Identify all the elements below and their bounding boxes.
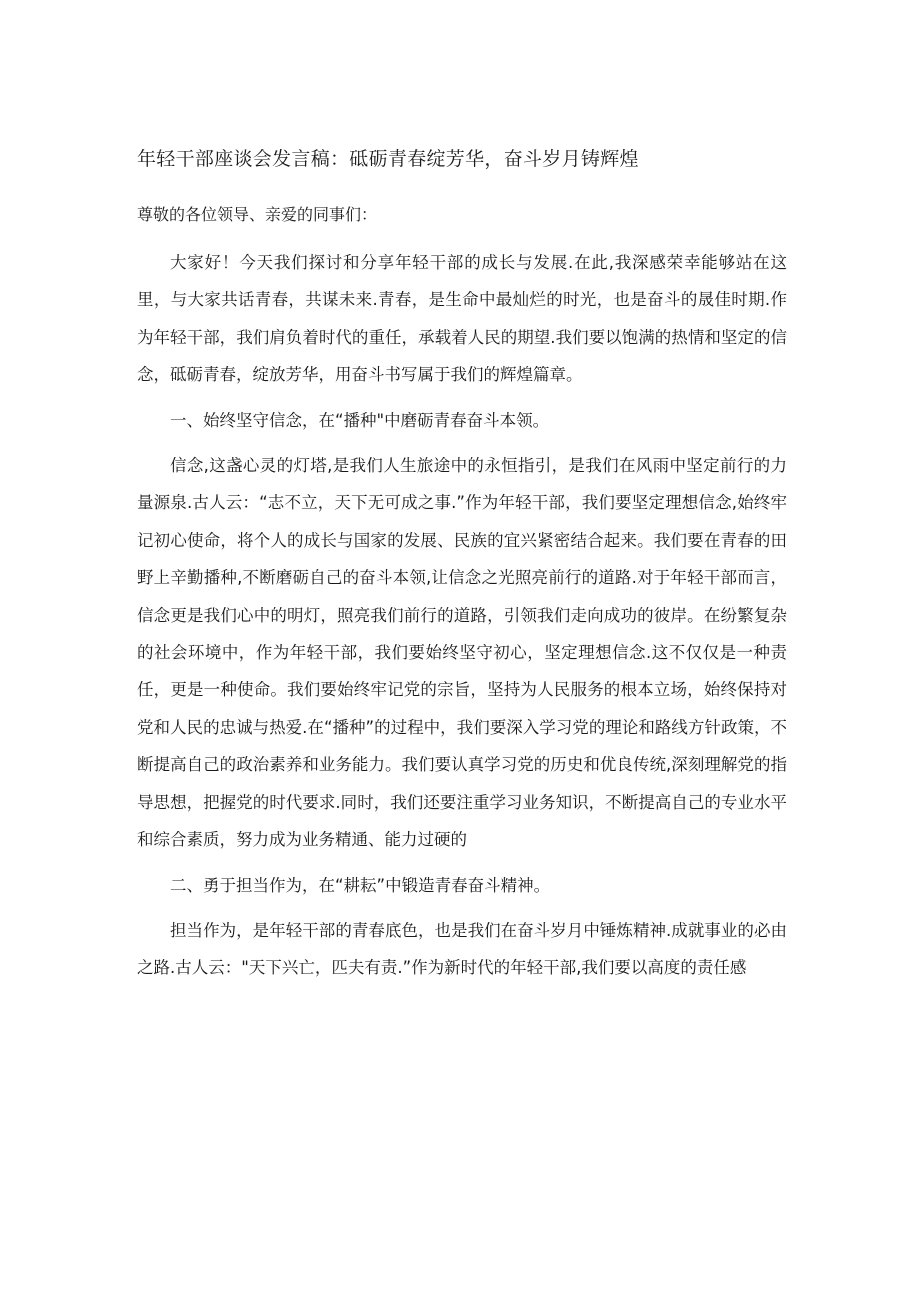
salutation: 尊敬的各位领导、亲爱的同事们：: [137, 205, 378, 224]
section-2-heading: 二、勇于担当作为，在“耕耘”中锻造青春奋斗精神。: [170, 875, 551, 895]
document-body: [137, 244, 787, 995]
section-1-paragraph: 信念,这盏心灵的灯塔,是我们人生旅途中的永恒指引，是我们在风雨中坚定前行的力量源泉.古人云：“志不立，天下无可成之事.”作为年轻干部，我们要坚定理想信念,始终牢记初心使命，将个人的成长与国家的发展、民族的宜兴紧密结合起来。我们要在青春的田野上辛勤播种,不断磨砺自己的奋斗本领,让信念之光照亮前行的道路.对于年轻干部而言，信念更是我们心中的明灯，照亮我们前行的道路，引领我们走向成功的彼岸。在纷繁复杂的社会环境中，作为年轻干部，我们要始终坚守初心，坚定理想信念.这不仅仅是一种责任，更是一种使命。我们要始终牢记党的宗旨，坚持为人民服务的根本立场，始终保持对党和人民的忠诚与热爱.在“播种”的过程中，我们要深入学习党的理论和路线方针政策，不断提高自己的政治素养和业务能力。我们要认真学习党的历史和优良传统,深刻理解党的指导思想，把握党的时代要求.同时，我们还要注重学习业务知识，不断提高自己的专业水平和综合素质，努力成为业务精通、能力过硬的: [137, 456, 787, 850]
section-1-heading: 一、始终坚守信念，在“播种"中磨砺青春奋斗本领。: [170, 410, 550, 430]
section-2-paragraph: 担当作为，是年轻干部的青春底色，也是我们在奋斗岁月中锤炼精神.成就事业的必由之路.古人云："天下兴亡，匹夫有责.”作为新时代的年轻干部,我们要以高度的责任感: [137, 920, 787, 978]
intro-paragraph: 大家好！今天我们探讨和分享年轻干部的成长与发展.在此,我深感荣幸能够站在这里，与大家共话青春，共谋未来.青春，是生命中最灿烂的时光，也是奋斗的晟佳时期.作为年轻干部，我们肩负着时代的重任，承载着人民的期望.我们要以饱满的热情和坚定的信念，砥砺青春，绽放芳华，用奋斗书写属于我们的辉煌篇章。: [137, 253, 787, 385]
document-title: 年轻干部座谈会发言稿：砥砺青春绽芳华，奋斗岁月铸辉煌: [137, 148, 639, 170]
